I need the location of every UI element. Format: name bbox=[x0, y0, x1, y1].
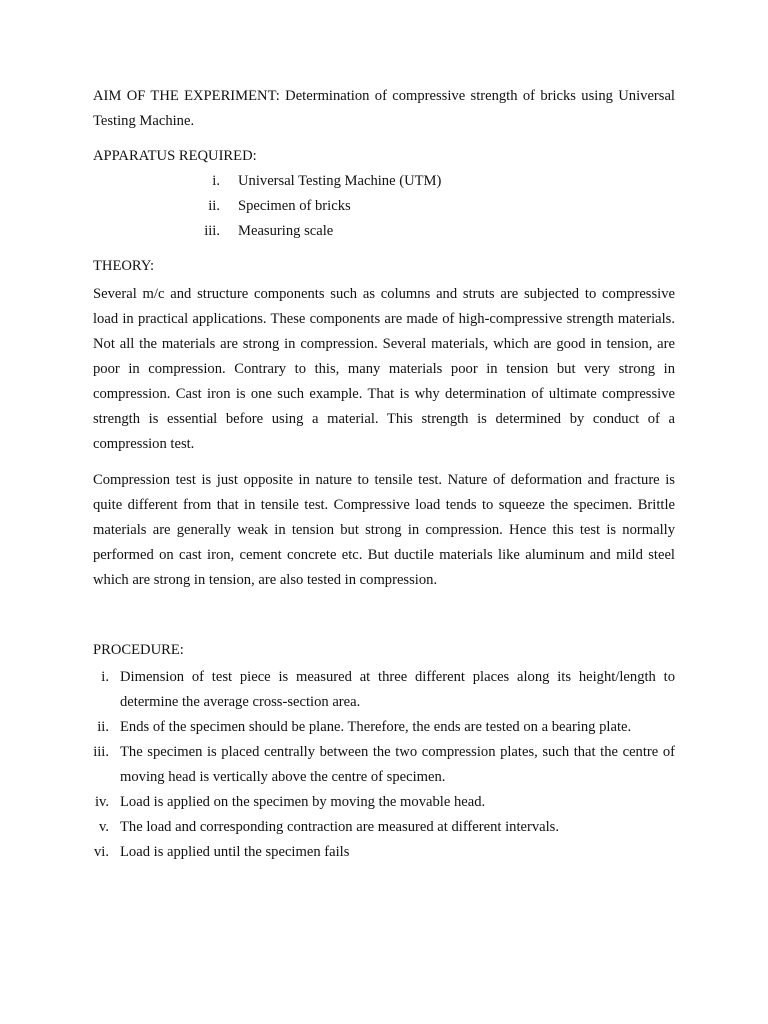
document-page bbox=[93, 84, 675, 865]
procedure-step-text: Ends of the specimen should be plane. Therefore, the ends are tested on a bearing plate. bbox=[120, 719, 632, 735]
apparatus-item-number: ii. bbox=[208, 198, 220, 214]
apparatus-item bbox=[93, 194, 675, 219]
procedure-step-number: i. bbox=[101, 669, 109, 685]
aim-paragraph: AIM OF THE EXPERIMENT: Determination of compressive strength of bricks using Universal Testing Machine. bbox=[93, 88, 675, 129]
procedure-list bbox=[93, 665, 675, 865]
apparatus-item bbox=[93, 219, 675, 244]
procedure-step bbox=[93, 815, 675, 840]
procedure-heading: PROCEDURE: bbox=[93, 642, 184, 658]
apparatus-item-text: Universal Testing Machine (UTM) bbox=[238, 173, 442, 189]
procedure-step bbox=[93, 740, 675, 790]
apparatus-heading: APPARATUS REQUIRED: bbox=[93, 148, 257, 164]
apparatus-item-number: i. bbox=[212, 173, 220, 189]
theory-heading: THEORY: bbox=[93, 258, 155, 274]
procedure-step-text: Dimension of test piece is measured at three different places along its height/length to determine the average cross-section area. bbox=[120, 669, 675, 710]
theory-paragraph: Several m/c and structure components such as columns and struts are subjected to compressive load in practical applications. These components are made of high-compressive strength materials. Not all the materials are strong in compression. Several materials, which are good in tension, are poor in compression. Contrary to this, many materials poor in tension but very strong in compression. Cast iron is one such example. That is why determination of ultimate compressive strength is essential before using a material. This strength is determined by conduct of a compression test. bbox=[93, 286, 675, 452]
procedure-step-number: iii. bbox=[93, 744, 109, 760]
procedure-step-number: ii. bbox=[97, 719, 109, 735]
procedure-step-number: v. bbox=[99, 819, 109, 835]
theory-paragraph: Compression test is just opposite in nature to tensile test. Nature of deformation and fracture is quite different from that in tensile test. Compressive load tends to squeeze the specimen. Brittle materials are generally weak in tension but strong in compression. Hence this test is normally performed on cast iron, cement concrete etc. But ductile materials like aluminum and mild steel which are strong in tension, are also tested in compression. bbox=[93, 472, 675, 588]
apparatus-item-text: Specimen of bricks bbox=[238, 198, 351, 214]
procedure-step-text: Load is applied on the specimen by moving the movable head. bbox=[120, 794, 486, 810]
apparatus-list bbox=[93, 169, 675, 244]
procedure-step bbox=[93, 665, 675, 715]
procedure-step-text: The load and corresponding contraction are measured at different intervals. bbox=[120, 819, 559, 835]
procedure-step-number: vi. bbox=[94, 844, 109, 860]
procedure-step bbox=[93, 715, 675, 740]
apparatus-item-number: iii. bbox=[204, 223, 220, 239]
procedure-step bbox=[93, 790, 675, 815]
apparatus-item-text: Measuring scale bbox=[238, 223, 334, 239]
procedure-step-text: The specimen is placed centrally between the two compression plates, such that the centre of moving head is vertically above the centre of specimen. bbox=[120, 744, 675, 785]
procedure-step-text: Load is applied until the specimen fails bbox=[120, 844, 350, 860]
apparatus-item bbox=[93, 169, 675, 194]
procedure-step-number: iv. bbox=[94, 794, 109, 810]
procedure-step bbox=[93, 840, 675, 865]
